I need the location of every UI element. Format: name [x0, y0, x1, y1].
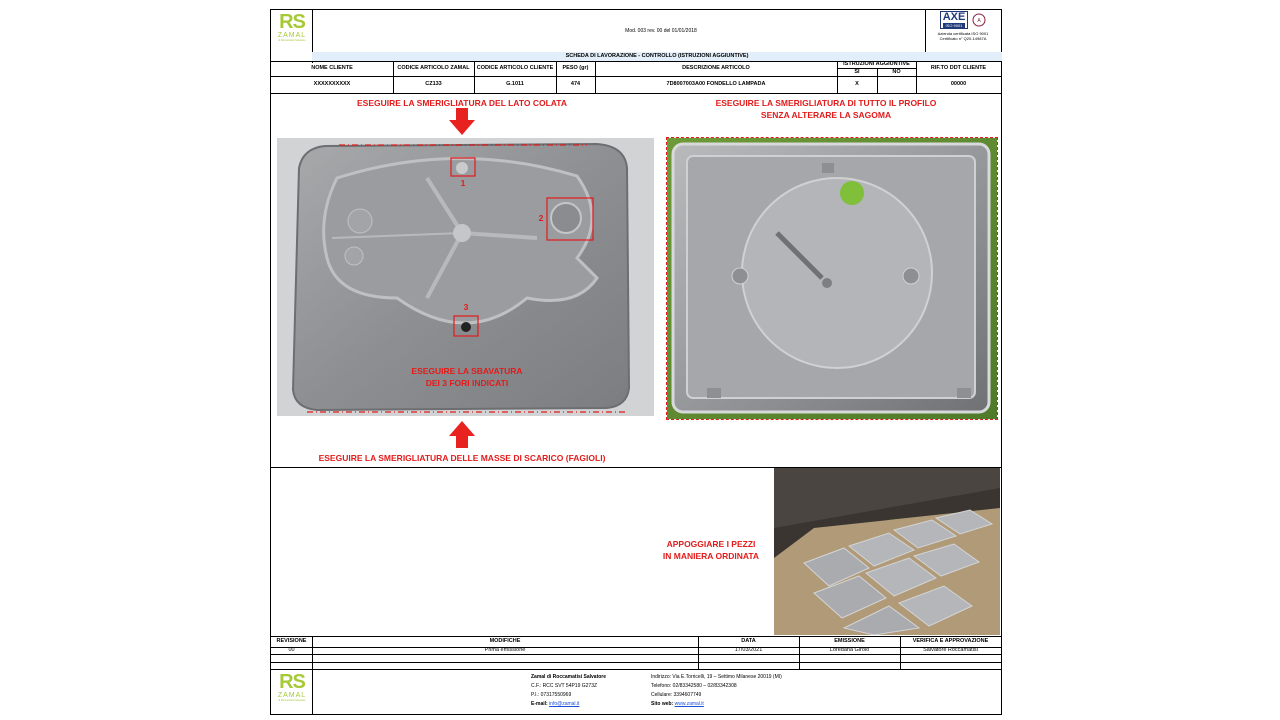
instruction-pack-2: IN MANIERA ORDINATA — [662, 551, 760, 561]
module-code: Mod. 003 rev. 00 del 01/01/2018 — [625, 28, 697, 34]
value-no — [877, 76, 916, 93]
footer-site-label: Sito web: — [651, 701, 674, 707]
col-header-si: SI — [854, 68, 860, 75]
cert-line-1: Azienda certificata ISO 9001 — [937, 31, 989, 36]
value-weight: 474 — [570, 81, 581, 87]
sheet-title: SCHEDA DI LAVORAZIONE - CONTROLLO (ISTRUZIONI AGGIUNTIVE) — [312, 52, 1002, 61]
col-header-no: NO — [892, 68, 901, 75]
value-zamal-code: CZ133 — [425, 81, 442, 87]
right-part-photo — [666, 137, 998, 420]
cert-brand: AXE — [942, 11, 966, 23]
marker-1: 1 — [460, 178, 466, 188]
col-header-zamal-code: CODICE ARTICOLO ZAMAL — [397, 65, 470, 71]
arrow-up-icon — [448, 421, 476, 449]
instruction-center-1: ESEGUIRE LA SBAVATURA — [411, 366, 523, 376]
logo-name: ZAMAL — [277, 32, 307, 39]
rev-header-issue: EMISSIONE — [834, 638, 865, 644]
footer-email-link[interactable]: info@zamal.it — [549, 701, 580, 707]
footer-mobile: Cellulare: 3394607749 — [651, 692, 702, 698]
footer-company-block — [531, 673, 651, 709]
footer-email-row — [531, 700, 651, 709]
col-header-extra-instructions: ISTRUZIONI AGGIUNTIVE — [843, 61, 910, 67]
footer-address: Indirizzo: Via E.Torricelli, 19 – Settimo Milanese 20019 (MI) — [651, 674, 782, 680]
footer-phone: Telefono: 02/83342580 – 02/83342308 — [651, 683, 737, 689]
work-instruction-sheet — [270, 9, 1002, 715]
value-si: X — [855, 81, 859, 87]
footer-contact-block — [651, 673, 851, 709]
logo-tagline: di Roccamatisi Salvatore — [278, 39, 306, 42]
value-ddt-ref: 00000 — [950, 81, 967, 87]
rev-value-approval: Salvatore Roccamatisi — [923, 647, 978, 653]
rev-value-changes: Prima emissione — [484, 647, 526, 653]
packaging-photo — [774, 468, 1000, 635]
value-client-code: G.1011 — [506, 81, 524, 87]
footer-logo-tagline: di Roccamatisi Salvatore — [278, 699, 306, 702]
footer-logo-letters: RS — [279, 671, 305, 693]
value-client: XXXXXXXXXX — [313, 81, 351, 87]
logo-letters: RS — [279, 11, 305, 33]
rev-value-date: 17/03/2021 — [734, 647, 763, 653]
svg-text:A: A — [977, 18, 981, 24]
col-header-weight: PESO (gr) — [562, 65, 589, 71]
marker-3: 3 — [463, 302, 469, 312]
cert-iso: ISO 9001 — [943, 23, 966, 28]
footer-email-label: E-mail: — [531, 701, 548, 707]
footer-site-row — [651, 700, 851, 709]
cert-line-2: Certificato n° Q20-14987A — [939, 36, 987, 41]
marker-2: 2 — [538, 213, 544, 223]
footer-company: Zamal di Roccamatisi Salvatore — [531, 674, 607, 680]
footer-cf: C.F.: RCC SVT 54P19 G273Z — [531, 683, 598, 689]
rev-header-changes: MODIFICHE — [489, 638, 521, 644]
certification-logo — [927, 11, 999, 53]
rev-header-date: DATA — [741, 638, 756, 644]
footer-logo — [273, 672, 311, 712]
instruction-top-right-1: ESEGUIRE LA SMERIGLIATURA DI TUTTO IL PROFILO — [715, 98, 937, 108]
instruction-bottom-left: ESEGUIRE LA SMERIGLIATURA DELLE MASSE DI SCARICO (FAGIOLI) — [318, 453, 606, 463]
instruction-top-left: ESEGUIRE LA SMERIGLIATURA DEL LATO COLATA — [357, 98, 567, 108]
rev-value-revision: 00 — [288, 647, 295, 653]
footer-logo-name: ZAMAL — [277, 692, 307, 699]
instruction-pack-1: APPOGGIARE I PEZZI — [666, 539, 756, 549]
rev-header-revision: REVISIONE — [276, 638, 307, 644]
arrow-down-icon — [448, 108, 476, 136]
accredia-icon — [972, 13, 986, 27]
col-header-description: DESCRIZIONE ARTICOLO — [682, 65, 750, 71]
value-description: 7D8007003A00 FONDELLO LAMPADA — [666, 81, 766, 87]
instruction-center-2: DEI 3 FORI INDICATI — [425, 378, 509, 388]
left-part-photo — [277, 138, 654, 416]
rev-value-issue: Loredana Girolo — [829, 647, 870, 653]
company-logo — [273, 12, 311, 52]
footer-piva: P.I.: 07317550969 — [531, 692, 572, 698]
col-header-client: NOME CLIENTE — [311, 65, 353, 71]
instruction-top-right-2: SENZA ALTERARE LA SAGOMA — [760, 110, 892, 120]
col-header-ddt-ref: RIF.TO DDT CLIENTE — [930, 65, 987, 71]
footer-site-link[interactable]: www.zamal.it — [674, 701, 704, 707]
col-header-client-code: CODICE ARTICOLO CLIENTE — [476, 65, 554, 71]
rev-header-approval: VERIFICA E APPROVAZIONE — [912, 638, 989, 644]
